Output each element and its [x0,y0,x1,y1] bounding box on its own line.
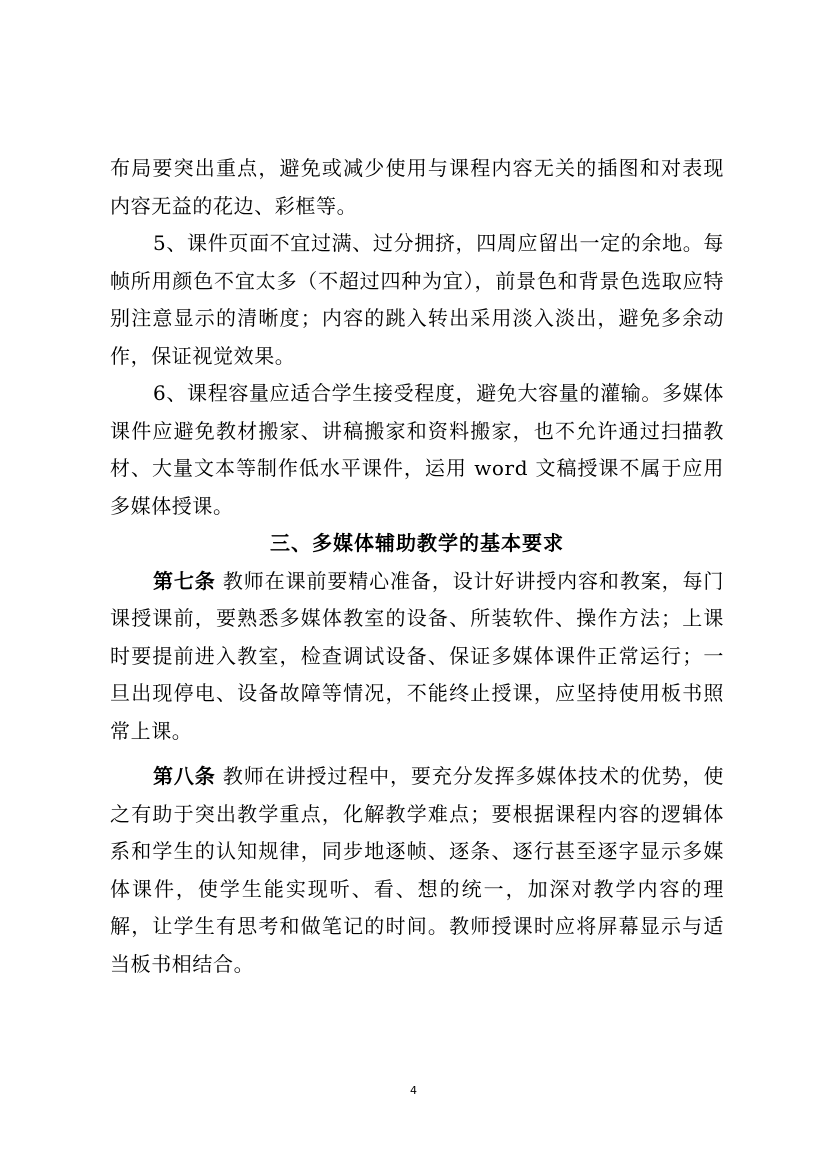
article-7-label: 第七条 [153,568,216,593]
article-8-text: 教师在讲授过程中，要充分发挥多媒体技术的优势，使之有助于突出教学重点，化解教学难点；要根据课程内容的逻辑体系和学生的认知规律，同步地逐帧、逐条、逐行甚至逐字显示多媒体课件，使学生能实现听、看、想的统一，加深对教学内容的理解，让学生有思考和做笔记的时间。教师授课时应将屏幕显示与适当板书相结合。 [110,764,724,976]
body-text [110,150,724,983]
page-number: 4 [410,1084,417,1097]
article-7-text: 教师在课前要精心准备，设计好讲授内容和教案，每门课授课前，要熟悉多媒体教室的设备、所装软件、操作方法；上课时要提前进入教室，检查调试设备、保证多媒体课件正常运行；一旦出现停电、设备故障等情况，不能终止授课，应坚持使用板书照常上课。 [110,568,724,743]
paragraph-item-5: 5、课件页面不宜过满、过分拥挤，四周应留出一定的余地。每帧所用颜色不宜太多（不超过四种为宜），前景色和背景色选取应特别注意显示的清晰度；内容的跳入转出采用淡入淡出，避免多余动作，保证视觉效果。 [110,231,724,368]
article-8-label: 第八条 [153,764,216,788]
article-8 [110,758,724,983]
paragraph-continuation: 布局要突出重点，避免或减少使用与课程内容无关的插图和对表现内容无益的花边、彩框等。 [110,156,724,218]
section-heading: 三、多媒体辅助教学的基本要求 [270,531,564,555]
paragraph-item-6: 6、课程容量应适合学生接受程度，避免大容量的灌输。多媒体课件应避免教材搬家、讲稿搬家和资料搬家，也不允许通过扫描教材、大量文本等制作低水平课件，运用 word 文稿授课不属于应用多媒体授课。 [110,381,724,518]
article-7 [110,563,724,751]
